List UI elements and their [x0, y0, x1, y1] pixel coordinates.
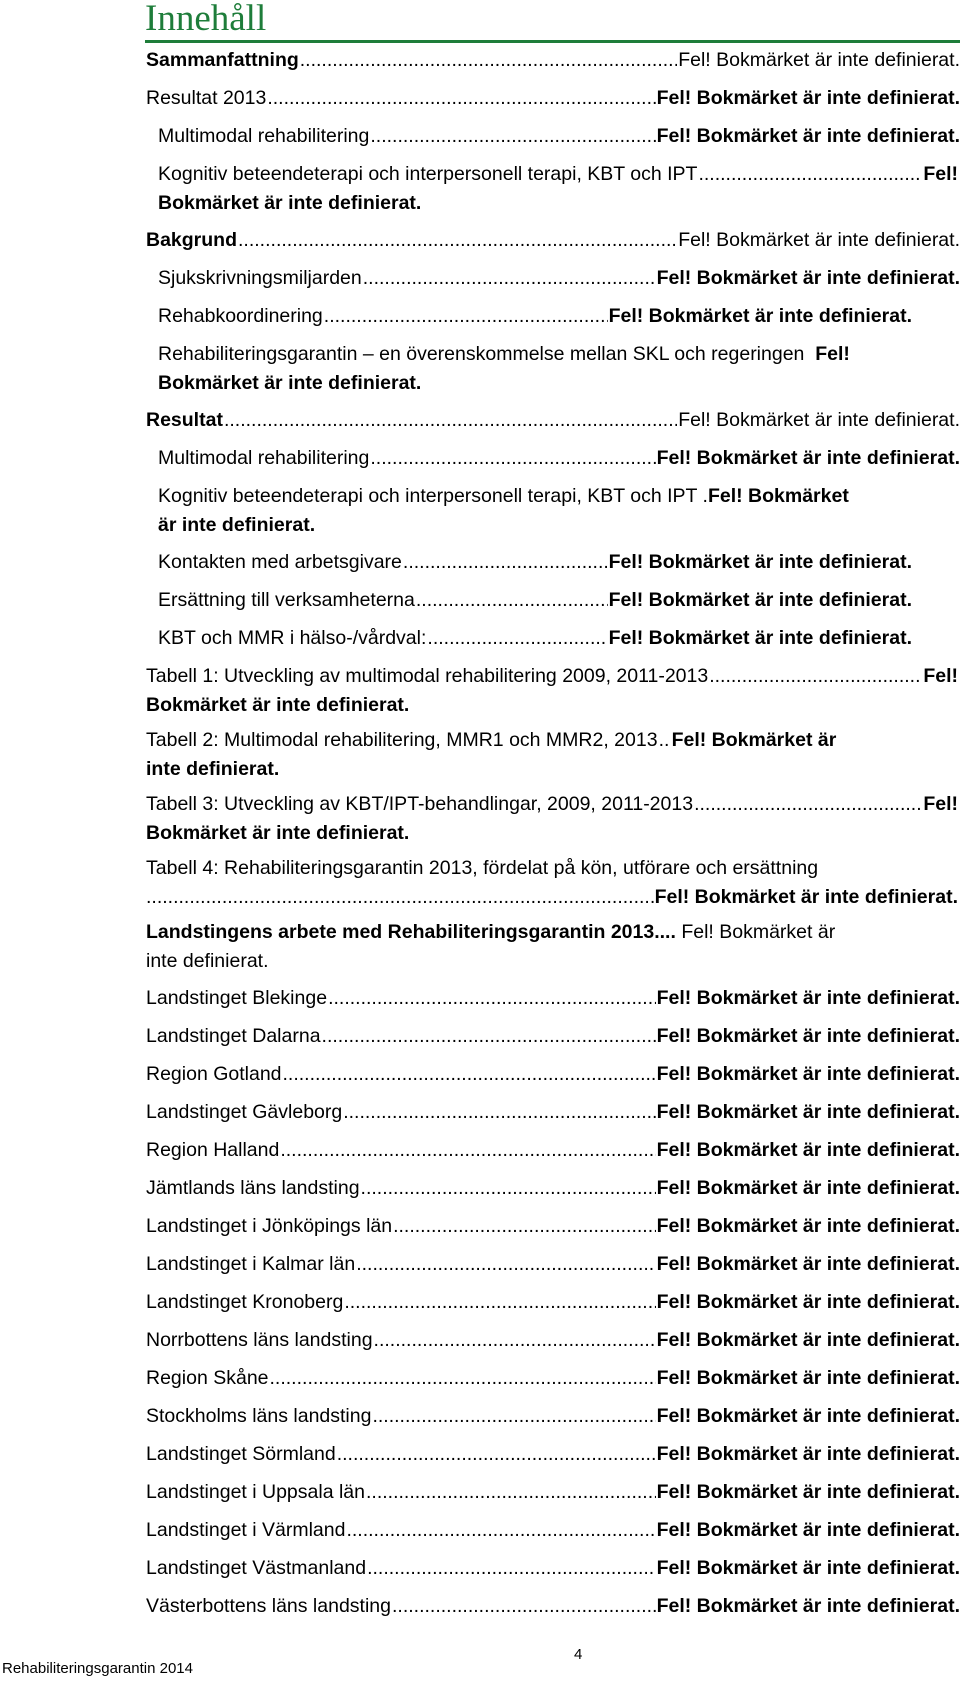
toc-entry-region[interactable]: Region Gotland ..... Fel! Bokmärket är inte definierat. [146, 1060, 960, 1089]
toc-entry-region[interactable]: Landstinget Dalarna ..... Fel! Bokmärket är inte definierat. [146, 1022, 960, 1051]
toc-entry-region[interactable]: Landstinget Kronoberg ..... Fel! Bokmärket är inte definierat. [146, 1288, 960, 1317]
toc-entry-region[interactable]: Stockholms läns landsting ..... Fel! Bokmärket är inte definierat. [146, 1402, 960, 1431]
toc-entry-region[interactable]: Jämtlands läns landsting ..... Fel! Bokmärket är inte definierat. [146, 1174, 960, 1203]
toc-entry-tabell-1[interactable]: Tabell 1: Utveckling av multimodal rehabilitering 2009, 2011-2013 ..... Fel! Bokmärket är inte definierat. [146, 662, 958, 720]
toc-entry-region[interactable]: Landstinget i Uppsala län ..... Fel! Bokmärket är inte definierat. [146, 1478, 960, 1507]
toc-entry-region[interactable]: Landstinget Sörmland ..... Fel! Bokmärket är inte definierat. [146, 1440, 960, 1469]
toc-entry-region[interactable]: Landstinget Västmanland ..... Fel! Bokmärket är inte definierat. [146, 1554, 960, 1583]
toc-entry-region[interactable]: Landstinget i Jönköpings län ..... Fel! Bokmärket är inte definierat. [146, 1212, 960, 1241]
toc-entry-tabell-3[interactable]: Tabell 3: Utveckling av KBT/IPT-behandlingar, 2009, 2011-2013 ..... Fel! Bokmärket är inte definierat. [146, 790, 958, 848]
page-number: 4 [574, 1646, 583, 1663]
toc-entry-bakgrund[interactable]: Bakgrund ..... Fel! Bokmärket är inte definierat. [146, 226, 960, 255]
toc-entry-ersattning[interactable]: Ersättning till verksamheterna ..... Fel! Bokmärket är inte definierat. [158, 586, 912, 615]
toc-entry-kognitiv-1[interactable]: Kognitiv beteendeterapi och interpersonell terapi, KBT och IPT ..... Fel! Bokmärket är inte definierat. [158, 160, 958, 218]
footer-doc-title: Rehabiliteringsgarantin 2014 [2, 1660, 193, 1677]
toc-entry-region[interactable]: Region Halland ..... Fel! Bokmärket är inte definierat. [146, 1136, 960, 1165]
toc-entry-resultat[interactable]: Resultat ..... Fel! Bokmärket är inte definierat. [146, 406, 960, 435]
toc-entry-region[interactable]: Norrbottens läns landsting ..... Fel! Bokmärket är inte definierat. [146, 1326, 960, 1355]
toc-entry-tabell-4[interactable]: Tabell 4: Rehabiliteringsgarantin 2013, fördelat på kön, utförare och ersättning ..... Fel! Bokmärket är inte definierat. [146, 854, 958, 912]
toc-entry-region[interactable]: Landstinget i Kalmar län ..... Fel! Bokmärket är inte definierat. [146, 1250, 960, 1279]
toc-entry-region[interactable]: Västerbottens läns landsting ..... Fel! Bokmärket är inte definierat. [146, 1592, 960, 1621]
toc-heading: Innehåll [145, 0, 267, 39]
toc-entry-multimodal-1[interactable]: Multimodal rehabilitering ..... Fel! Bokmärket är inte definierat. [158, 122, 960, 151]
toc-entry-rehabiliteringsgarantin[interactable]: Rehabiliteringsgarantin – en överenskommelse mellan SKL och regeringen Fel! Bokmärket är inte definierat. [158, 343, 850, 394]
toc-entry-region[interactable]: Landstinget Gävleborg ..... Fel! Bokmärket är inte definierat. [146, 1098, 960, 1127]
toc-entry-kognitiv-2[interactable]: Kognitiv beteendeterapi och interpersonell terapi, KBT och IPT .Fel! Bokmärket är inte definierat. [158, 485, 849, 536]
toc-entry-kontakten[interactable]: Kontakten med arbetsgivare ..... Fel! Bokmärket är inte definierat. [158, 548, 912, 577]
toc-entry-sammanfattning[interactable]: Sammanfattning ..... Fel! Bokmärket är inte definierat. [146, 46, 960, 75]
toc-entry-region[interactable]: Landstinget i Värmland ..... Fel! Bokmärket är inte definierat. [146, 1516, 960, 1545]
toc-entry-rehabkoordinering[interactable]: Rehabkoordinering ..... Fel! Bokmärket är inte definierat. [158, 302, 912, 331]
toc-entry-tabell-2[interactable]: Tabell 2: Multimodal rehabilitering, MMR1 och MMR2, 2013 ..... Fel! Bokmärket är inte definierat. [146, 726, 958, 784]
toc-entry-region[interactable]: Landstinget Blekinge ..... Fel! Bokmärket är inte definierat. [146, 984, 960, 1013]
toc-entry-sjukskrivningsmiljarden[interactable]: Sjukskrivningsmiljarden ..... Fel! Bokmärket är inte definierat. [158, 264, 960, 293]
toc-entry-resultat-2013[interactable]: Resultat 2013 ..... Fel! Bokmärket är inte definierat. [146, 84, 960, 113]
toc-entry-landstingens[interactable]: Landstingens arbete med Rehabiliteringsgarantin 2013 .... Fel! Bokmärket är inte definierat. [146, 921, 836, 972]
toc-entry-multimodal-2[interactable]: Multimodal rehabilitering ..... Fel! Bokmärket är inte definierat. [158, 444, 960, 473]
toc-entry-kbt-mmr[interactable]: KBT och MMR i hälso-/vårdval: ..... Fel! Bokmärket är inte definierat. [158, 624, 912, 653]
toc-entry-region[interactable]: Region Skåne ..... Fel! Bokmärket är inte definierat. [146, 1364, 960, 1393]
